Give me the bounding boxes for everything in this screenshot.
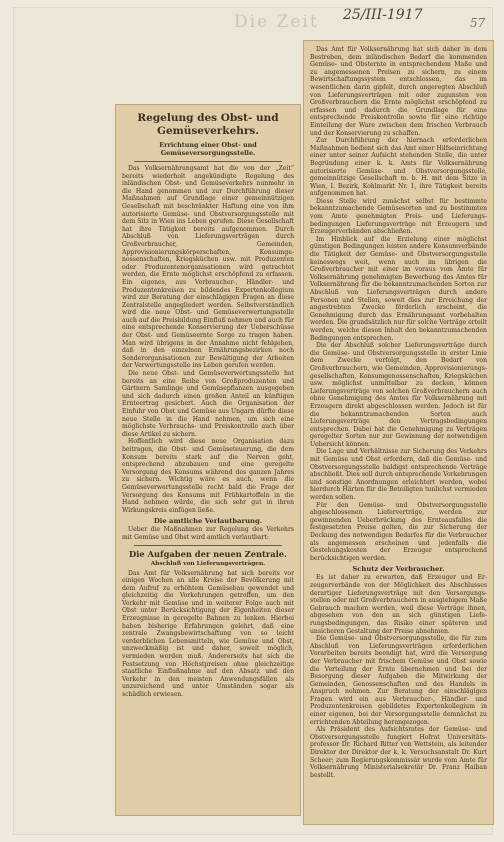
- handwritten-number: 57: [470, 16, 486, 30]
- article-paragraph: Ueber die Maßnahmen zur Regelung des Verkehrs mit Gemüse und Obst wird amtlich verlautbart:: [122, 526, 294, 541]
- handwritten-date: 25/III-1917: [343, 7, 423, 23]
- article-paragraph: Hoffentlich wird diese neue Organisation dazu beitragen, die Obst- und Gemüseteuerung, die dem Konsum bereits stark auf die Nerven geht, entsprechend abzubauen und eine geregelte Versorgung des Konsums während des ganzen Jahres zu sichern. Wichtig wäre es auch, wenn die Gemüseverwertungsstelle recht bald die Frage der Versorgung des Konsums mit Frühkartoffeln in die Hand nehmen würde, die sich sehr gut in ihren Wirkungskreis einfügen ließe.: [122, 438, 294, 514]
- article-subtitle: Errichtung einer Obst- und Gemüseversorgungsstelle.: [159, 141, 257, 157]
- clipping-right-column: [303, 40, 494, 825]
- section-heading-central: Die Aufgaben der neuen Zentrale.: [129, 548, 287, 559]
- article-paragraph: Die Lage und Verhältnisse zur Sicherung des Verkehrs mit Gemüse und Obst erfordern, daß die Gemüse- und Obstversorgungsstelle baldigst entsprechende Verträge abschließt. Dies soll durch entsprechende Vorkehrungen und sonstige Anordnungen erleichtert werden, wobei hierdurch Härten für die Beteiligten tunlichst vermieden werden sollen.: [310, 448, 487, 502]
- article-paragraph: Zur Durchführung der hiernach erforderlichen Maßnahmen bedient sich das Amt einer Hilfseinrichtung einer unter seiner Aufsicht stehenden Stelle, die unter Begründung einer k. k. Amts für Volksernährung autorisierte Gemüse- und Obstversorgungsstelle, gemeinnützige Gesellschaft m. b. H. mit dem Sitze in Wien, I. Bezirk, Kohlmarkt Nr. 1, ihre Tätigkeit bereits aufgenommen hat.: [310, 137, 487, 198]
- article-paragraph: Es ist daher zu erwarten, daß Erzeuger und Erzeugerverbände von der Möglichkeit des Abschlusses derartiger Lieferungsverträge mit den Versorgungsstellen oder mit Großverbrauchern in ausgiebigem Maße Gebrauch machen werden, weil diese Verträge ihnen, abgesehen von den an sich günstigen Lieferungsbedingungen, das Risiko einer späteren und unsicheren Gestaltung der Preise abnehmen.: [310, 574, 487, 635]
- clipping-left-column: [115, 104, 301, 816]
- article-title: Regelung des Obst- und Gemüseverkehrs.: [137, 112, 279, 137]
- article-paragraph: Das Amt für Volksernährung hat sich bereits vor einigen Wochen an alle Kreise der Bevölkerung mit dem Aufruf zu erhöhtem Gemüsebau gewendet und gleichzeitig die Vorkehrungen getroffen, um den Verkehr mit Gemüse und in weiterer Folge auch mit Obst unter Berücksichtigung der Eigenheiten dieser Erzeugnisse in geregelte Bahnen zu lenken. Hierbei haben bisherige Erfahrungen gelehrt, daß eine zentrale Zwangsbewirtschaftung von so leicht verderblichen Lebensmitteln, wie Gemüse und Obst, unzweckmäßig ist und daher, soweit möglich, vermieden werden muß. Andererseits hat sich die Festsetzung von Höchstpreisen ohne gleichzeitige staatliche Einflußnahme auf den Absatz und den Verkehr in den meisten Anwendungsfällen als unzureichend und unter Umständen sogar als schädlich erwiesen.: [122, 569, 294, 698]
- article-paragraph: Die Gemüse- und Obstversorgungsstelle, die für zum Abschluß von Lieferungsverträgen erforderlichen Vorarbeiten bereits beendigt hat, wird die Versorgung der Verbraucher mit frischem Gemüse und Obst sowie die Verteilung der Ernte übernehmen und bei der Besorgung dieser Aufgaben die Mitwirkung der Gemeinden, Genossenschaften und des Handels in Anspruch nehmen. Zur Beratung der einschlägigen Fragen wird ein aus Verbraucher-, Händler- und Produzentenkreisen gebildetes Expertenkollegium in einer eigenen, bei der Versorgungsstelle demnächst zu errichtenden Abteilung herangezogen.: [310, 635, 487, 726]
- section-subheading: Abschluß von Lieferungsverträgen.: [150, 560, 266, 567]
- masthead-stamp: Die Zeit: [234, 12, 319, 32]
- article-paragraph: Die der Abschluß solcher Lieferungsverträge durch die Gemüse- und Obstversorgungsstelle in erster Linie dem Zwecke verfolgt, den Bedarf von Großverbrauchern, wie Gemeinden, Approvisionierungsgesellschaften, Konsumgenossenschaften, Kriegsküchen usw. möglichst unmittelbar zu decken, können Lieferungsverträge von solchen Großverbrauchern auch ohne Genehmigung des Amtes für Volksernährung mit Erzeugern direkt abgeschlossen werden. Jedoch ist für die bekanntzumachenden Sorten auch Lieferungsverträge den Vertragsbedingungen entsprechen. Dabei hat die Genehmigung zu Verträgen geregelter Sorten nur zur Gewinnung der notwendigen Uebersicht können.: [310, 342, 487, 448]
- article-paragraph: Als Präsident des Aufsichtsrates der Gemüse- und Obstversorgungsstelle fungiert Hofrat Universitätsprofessor Dr. Richard Ritter von Wettstein, als leitender Direktor der Direktor der k. k. Versuchsanstalt Dr. Kurt Scheer; zum Regierungskommissär wurde vom Amte für Volksernährung Ministerialsekretär Dr. Franz Haiban bestellt.: [310, 726, 487, 779]
- article-paragraph: Für den Gemüse- und Obstversorgungsstelle abgeschlossenen Lieferverträge, werden zur gewinnenden Ueberbrückung des Ernteausfalles die festgesetzten Preise gelten, die zur Sicherung der Deckung des notwendigen Bedarfes für die Verbraucher als angemessen erscheinen und jedenfalls die Gestehungskosten der Erzeuger entsprechend berücksichtigen werden.: [310, 501, 487, 562]
- article-paragraph: Diese Stelle wird zunächst selbst für bestimmte bekanntzumachende Gemüsesorten und zu bestimmten vom Amte genehmigten Preis- und Lieferungsbedingungen Lieferungsverträge mit Erzeugern und Erzeugerverbänden abschließen.: [310, 197, 487, 236]
- divider: [134, 545, 282, 546]
- article-paragraph: Das Volksernährungsamt hat die von der „Zeit“ bereits wiederholt angekündigte Regelung des inländischen Obst- und Gemüseverkehrs nunmehr in die Hand genommen und zur Durchführung dieser Maßnahmen auf Grundlage einer gemeinnützigen Gesellschaft mit beschränkter Haftung eine von ihm autorisierte Gemüse- und Obstversorgungsstelle mit dem Sitz in Wien ins Leben gerufen. Diese Gesellschaft hat ihre Tätigkeit bereits aufgenommen. Durch Abschluß von Lieferungsverträgen durch Großverbraucher, Gemeinden, Approvisionierungskörperschaften, Konsumgenossenschaften, Kriegsküchen usw. mit Produzenten oder Produzentenorganisationen wird getrachtet werden, die Ernte möglichst erschöpfend zu erfassen. Ein eigenes, aus Verbraucher-, Händler- und Produzentenkreisen zu bildendes Expertenkollegium wird zur Beratung der einschlägigen Fragen an diese Zentralstelle angegliedert werden. Selbstverständlich wird die neue Obst- und Gemüseverwertungsstelle auch auf die Preisbildung Einfluß nehmen und auch für eine entsprechende Konservierung der Ueberschüsse der Obst- und Gemüseernte Sorge zu tragen haben. Man wird übrigens in der Annahme nicht fehlgehen, daß in den einzelnen Ernährungsbezirken noch Sonderorganisationen zur Bewältigung der Arbeiten der Verwertungsstelle ins Leben gerufen werden.: [122, 165, 294, 370]
- divider: [134, 161, 282, 162]
- article-paragraph: Das Amt für Volksernährung hat sich daher in dem Bestreben, dem inländischen Bedarf die kommenden Gemüse- und Obsternte in entsprechendem Maße und zu angemessenen Preisen zu sichern, zu einem Bewirtschaftungssystem entschlossen, das im wesentlichen darin gipfelt, durch angeregten Abschluß von Lieferungsverträgen mit oder zugunsten von Großverbrauchern die Ernte möglichst erschöpfend zu erfassen und dadurch die Grundlage für eine entsprechende Preiskontrolle sowie für eine richtige Einteilung der Ware zwischen dem frischen Verbrauch und der Konservierung zu schaffen.: [310, 46, 487, 137]
- section-heading-protection: Schutz der Verbraucher.: [352, 565, 445, 574]
- article-paragraph: Im Hinblick auf die Erzielung einer möglichst günstigen Bedingungen leisten andere Konsumverbände die Tätigkeit der Gemüse- und Obstversorgungsstelle keineswegs weit, wenn auch im übrigen die Großverbraucher mit einer im voraus vom Amte für Volksernährung genehmigten Bewerbung des Amtes für Volksernährung für die bekanntzumachenden Sorten zur Abschluß von Lieferungsverträgen durch andere Personen und Stellen, soweit dies zur Erreichung der angestrebten Zwecke förderlich erscheint, die Genehmigung durch das Ernährungsamt vorbehalten werden. Die grundsätzlich nur für solche Verträge erteilt werden, welche diesen Inhalt den bekanntzumachenden Bedingungen entsprechen.: [310, 235, 487, 342]
- article-paragraph: Die neue Obst- und Gemüseverwertungsstelle hat bereits an eine Reihe von Großproduzenten und Gärtnern Samlinge und Gemüsepflanzen ausgegeben und sich dadurch einen großen Anteil an künftigen Ernteertrag gesichert. Auch die Organisation der Einfuhr von Obst und Gemüse aus Ungarn dürfte diese neue Stelle in die Hand nehmen, um sich eine möglichste Verbrauchs- und Preiskontrolle auch über diese Artikel zu sichern.: [122, 370, 294, 438]
- section-heading-official: Die amtliche Verlautbarung.: [153, 517, 263, 526]
